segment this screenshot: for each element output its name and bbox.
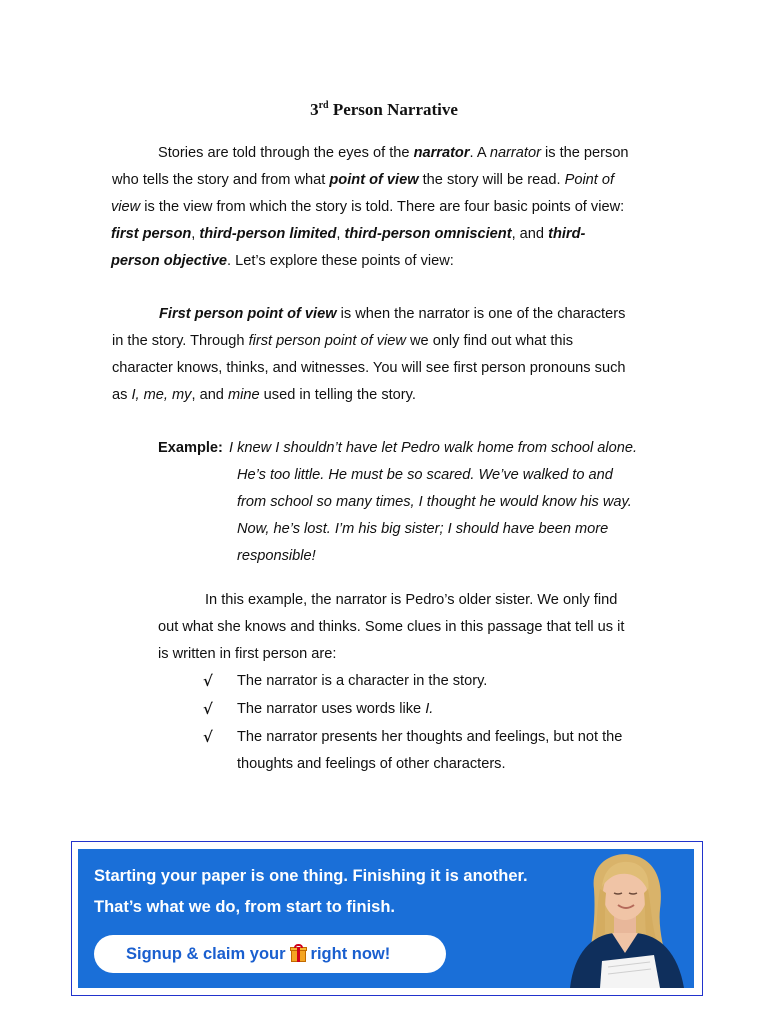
- analysis-line-1: In this example, the narrator is Pedro’s older sister. We only find: [205, 592, 618, 608]
- analysis-line-3: is written in first person are:: [158, 646, 337, 662]
- fp-line-4: as I, me, my, and mine used in telling the story.: [112, 387, 416, 403]
- clue-text: The narrator presents her thoughts and feelings, but not the thoughts and feelings of other characters.: [237, 729, 623, 772]
- ad-headline: [94, 861, 528, 923]
- first-person-paragraph: [112, 301, 625, 409]
- checkmark-icon: √: [203, 728, 213, 746]
- intro-line-5: person objective. Let’s explore these points of view:: [111, 253, 454, 269]
- intro-line-1: Stories are told through the eyes of the narrator. A narrator is the person: [158, 145, 629, 161]
- title-superscript: rd: [318, 100, 329, 111]
- example-line: I knew I shouldn’t have let Pedro walk home from school alone.: [229, 440, 638, 456]
- intro-line-3: view is the view from which the story is told. There are four basic points of view:: [111, 199, 625, 215]
- clue-text: The narrator is a character in the story.: [237, 673, 488, 689]
- example-label: Example:: [158, 440, 223, 456]
- fp-line-3: character knows, thinks, and witnesses. You will see first person pronouns such: [112, 360, 626, 376]
- fp-line-1: First person point of view is when the narrator is one of the characters: [159, 306, 626, 322]
- fp-line-2: in the story. Through first person point of view we only find out what this: [112, 333, 574, 349]
- intro-line-2: who tells the story and from what point of view the story will be read. Point of: [112, 172, 615, 188]
- gift-icon: [290, 944, 307, 962]
- ad-headline-line-1: Starting your paper is one thing. Finishing it is another.: [94, 867, 528, 885]
- ad-banner[interactable]: [78, 849, 694, 988]
- example-line: responsible!: [237, 548, 316, 564]
- ad-headline-line-2: That’s what we do, from start to finish.: [94, 898, 395, 916]
- title-text: Person Narrative: [328, 100, 458, 119]
- example-text: [229, 435, 637, 570]
- intro-paragraph: [111, 140, 629, 275]
- example-line: Now, he’s lost. I’m his big sister; I should have been more: [237, 521, 609, 537]
- analysis-line-2: out what she knows and thinks. Some clues in this passage that tell us it: [158, 619, 625, 635]
- example-line: He’s too little. He must be so scared. We’ve walked to and: [237, 467, 613, 483]
- title-number: 3: [310, 100, 319, 119]
- person-photo: [556, 849, 694, 988]
- ad-banner-frame[interactable]: [71, 841, 703, 996]
- intro-line-4: first person, third-person limited, third-person omniscient, and third-: [111, 226, 586, 242]
- checkmark-icon: √: [203, 672, 213, 690]
- example-line: from school so many times, I thought he would know his way.: [237, 494, 632, 510]
- signup-button-label-end: right now!: [310, 945, 391, 963]
- analysis-paragraph: [158, 587, 624, 668]
- signup-button[interactable]: [94, 935, 446, 973]
- page-title: [0, 98, 768, 122]
- clue-text: The narrator uses words like I.: [237, 701, 434, 717]
- checkmark-icon: √: [203, 700, 213, 718]
- signup-button-label: Signup & claim your: [126, 945, 286, 963]
